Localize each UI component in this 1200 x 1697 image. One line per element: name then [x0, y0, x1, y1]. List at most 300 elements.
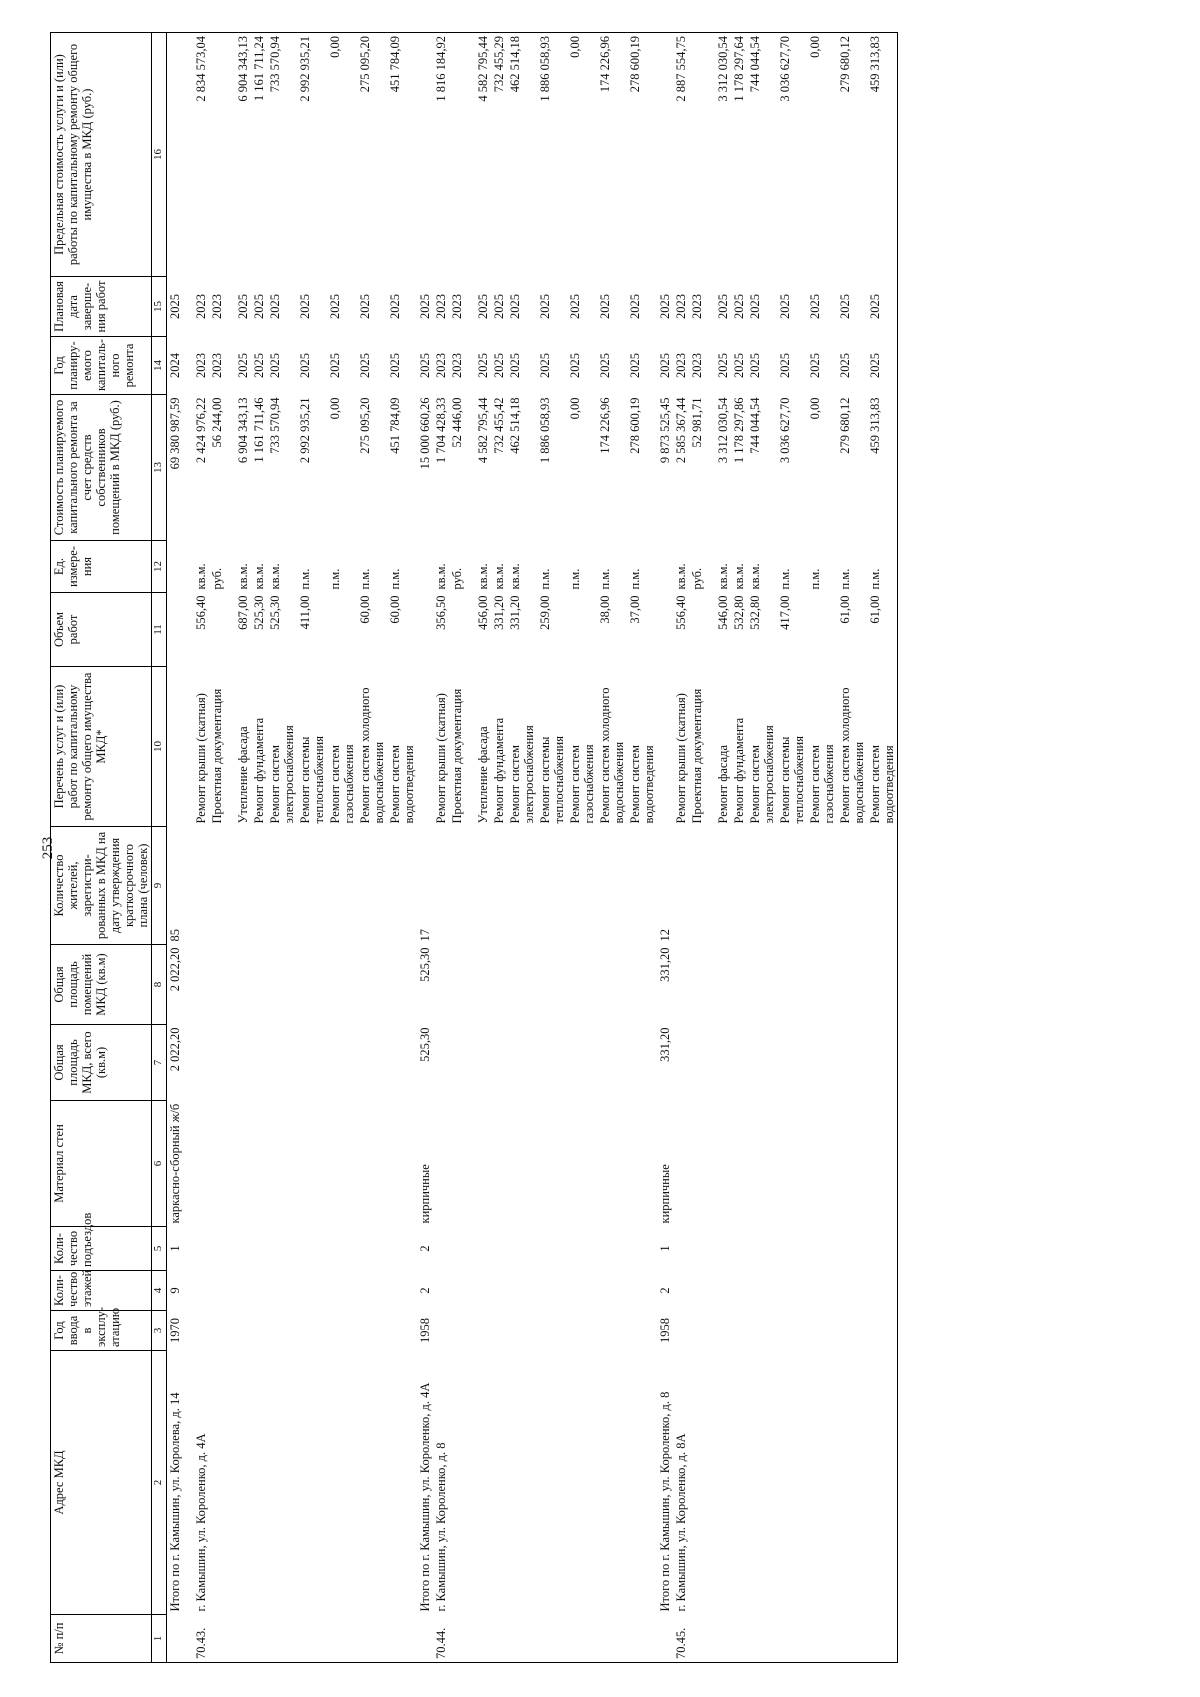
table-cell — [465, 827, 475, 945]
table-cell: п.м. — [298, 568, 312, 590]
table-cell: 1 — [168, 1245, 182, 1252]
table-cell: 2025 — [598, 294, 612, 319]
table-cell — [357, 1271, 387, 1311]
table-cell — [597, 1101, 627, 1227]
column-header: Количество жителей, зарегистри-рованных в МКД на дату утверждения краткосрочного плана (человек) — [51, 827, 152, 945]
table-cell — [183, 277, 193, 337]
table-cell: Утепление фасада — [476, 726, 490, 824]
table-cell — [807, 593, 837, 667]
table-cell: 556,40 — [194, 595, 208, 630]
table-cell — [507, 945, 537, 1025]
column-number-row — [152, 33, 167, 1663]
table-cell — [251, 1351, 267, 1615]
table-cell — [449, 1227, 465, 1271]
table-cell: 2025 — [778, 353, 792, 378]
table-cell — [657, 33, 673, 277]
table-cell — [251, 827, 267, 945]
table-cell — [837, 1311, 867, 1351]
table-cell: 1 704 428,33 — [434, 397, 448, 464]
table-cell — [235, 1615, 251, 1663]
table-cell — [235, 827, 251, 945]
table-cell — [327, 1101, 357, 1227]
table-cell: Ремонт систем электроснабжения — [268, 725, 296, 824]
table-cell: 331,20 — [658, 1027, 672, 1062]
table-cell — [449, 945, 465, 1025]
table-cell: 2025 — [268, 353, 282, 378]
table-cell — [507, 1351, 537, 1615]
table-cell: 733 570,94 — [267, 33, 297, 277]
table-cell — [867, 1615, 898, 1663]
table-cell: 6 904 343,13 — [235, 33, 251, 277]
table-cell — [747, 827, 777, 945]
table-cell — [449, 1615, 465, 1663]
table-cell — [597, 827, 627, 945]
table-cell: 2025 — [867, 277, 898, 337]
table-cell — [225, 1351, 235, 1615]
table-cell — [209, 827, 225, 945]
table-cell — [433, 1025, 449, 1101]
table-cell — [327, 827, 357, 945]
table-cell — [433, 945, 449, 1025]
table-cell — [417, 1615, 433, 1663]
table-cell — [475, 945, 491, 1025]
table-cell: 52 981,71 — [690, 397, 704, 448]
table-row — [673, 33, 689, 1663]
table-cell: 2023 — [210, 353, 224, 378]
table-cell — [235, 1351, 251, 1615]
table-cell — [225, 33, 235, 277]
table-cell — [867, 1351, 898, 1615]
table-cell — [475, 1271, 491, 1311]
table-cell: Итого по г. Камышин, ул. Короленко, д. 4А — [418, 1382, 432, 1612]
table-row — [193, 33, 209, 1663]
table-cell — [807, 945, 837, 1025]
table-cell: Ремонт крыши (скатная) — [674, 693, 688, 824]
table-cell: кв.м. — [268, 563, 282, 590]
table-cell: 1958 — [658, 1318, 672, 1343]
table-cell — [433, 827, 449, 945]
table-cell — [597, 1227, 627, 1271]
table-cell — [267, 1101, 297, 1227]
table-cell — [209, 1227, 225, 1271]
table-cell: 2025 — [492, 353, 506, 378]
table-cell: 1 886 058,93 — [537, 33, 567, 277]
column-number: 10 — [152, 667, 167, 827]
table-cell: 532,80 — [748, 595, 762, 630]
table-cell — [715, 1351, 731, 1615]
table-cell — [267, 1311, 297, 1351]
table-row — [657, 33, 673, 1663]
table-cell — [777, 1025, 807, 1101]
table-cell: Ремонт систем водоотведения — [867, 667, 898, 827]
column-header: Коли-чество этажей — [51, 1271, 152, 1311]
table-cell: 2023 — [434, 294, 448, 319]
table-cell — [387, 827, 417, 945]
column-header: Год ввода в эксплу-атацию — [51, 1311, 152, 1351]
table-cell — [673, 1271, 689, 1311]
table-cell — [807, 1271, 837, 1311]
table-cell: 2025 — [418, 353, 432, 378]
table-cell — [537, 1311, 567, 1351]
table-cell — [597, 1311, 627, 1351]
table-cell — [475, 1351, 491, 1615]
table-cell: п.м. — [778, 568, 792, 590]
table-cell — [167, 541, 184, 593]
column-number: 7 — [152, 1025, 167, 1101]
column-number: 6 — [152, 1101, 167, 1227]
table-cell: 525,30 — [252, 595, 266, 630]
column-header: Общая площадь помещений МКД (кв.м) — [51, 945, 152, 1025]
table-row — [627, 33, 657, 1663]
table-cell — [537, 1101, 567, 1227]
table-cell: Ремонт фасада — [716, 744, 730, 824]
table-cell — [297, 1271, 327, 1311]
table-cell: п.м. — [328, 568, 342, 590]
table-row — [747, 33, 777, 1663]
table-cell: 15 000 660,26 — [418, 397, 432, 470]
table-cell — [673, 1311, 689, 1351]
table-cell — [475, 1227, 491, 1271]
table-cell — [225, 667, 235, 827]
table-cell — [705, 337, 715, 395]
table-cell: Ремонт систем газоснабжения — [808, 744, 836, 824]
table-cell: 1 161 711,24 — [251, 33, 267, 277]
table-cell — [715, 1311, 731, 1351]
table-cell — [449, 1271, 465, 1311]
table-cell — [491, 1615, 507, 1663]
table-cell: 0,00 — [568, 397, 582, 420]
table-cell: Ремонт крыши (скатная) — [194, 693, 208, 824]
table-cell — [715, 1101, 731, 1227]
table-cell — [225, 593, 235, 667]
table-row — [183, 33, 193, 1663]
table-cell: 70.44. — [433, 1615, 449, 1663]
table-cell: 2 — [418, 1287, 432, 1294]
table-cell — [183, 33, 193, 277]
table-cell: 52 446,00 — [450, 397, 464, 448]
table-row — [689, 33, 705, 1663]
table-cell — [251, 945, 267, 1025]
table-cell: Проектная документация — [210, 688, 224, 824]
table-row — [715, 33, 731, 1663]
table-row — [537, 33, 567, 1663]
table-cell — [267, 1351, 297, 1615]
table-cell — [747, 1271, 777, 1311]
table-cell: 2023 — [674, 353, 688, 378]
table-cell: 732 455,42 — [492, 397, 506, 454]
table-cell — [267, 1227, 297, 1271]
table-cell — [465, 541, 475, 593]
table-cell — [327, 1271, 357, 1311]
table-cell: 38,00 — [598, 595, 612, 624]
table-cell: руб. — [210, 567, 224, 590]
table-cell — [251, 1311, 267, 1351]
table-cell — [673, 827, 689, 945]
column-header: Ед. измере-ния — [51, 541, 152, 593]
table-cell — [537, 1351, 567, 1615]
table-cell: 744 044,54 — [748, 397, 762, 454]
table-cell — [193, 1227, 209, 1271]
table-cell — [297, 827, 327, 945]
table-cell — [597, 945, 627, 1025]
table-cell — [567, 1101, 597, 1227]
table-cell — [867, 827, 898, 945]
table-cell — [867, 1101, 898, 1227]
table-cell: 278 600,19 — [628, 397, 642, 454]
table-cell — [209, 1311, 225, 1351]
table-cell — [567, 1271, 597, 1311]
table-cell — [297, 1025, 327, 1101]
table-row — [225, 33, 235, 1663]
table-cell: 70.45. — [673, 1615, 689, 1663]
table-cell: кирпичные — [658, 1164, 672, 1224]
table-cell — [297, 1351, 327, 1615]
table-cell — [209, 1351, 225, 1615]
table-cell — [837, 1101, 867, 1227]
table-cell: кв.м. — [716, 563, 730, 590]
capital-repair-table — [50, 32, 898, 1663]
column-header: Предельная стоимость услуги и (или) работы по капитальному ремонту общего имущества в МКД (руб.) — [51, 33, 152, 277]
table-cell: 2025 — [388, 353, 402, 378]
table-cell: 1 — [658, 1245, 672, 1252]
table-row — [327, 33, 357, 1663]
table-cell — [747, 945, 777, 1025]
table-cell — [837, 827, 867, 945]
table-cell: 456,00 — [476, 595, 490, 630]
table-cell: 3 312 030,54 — [716, 397, 730, 464]
table-cell: 2025 — [778, 294, 792, 319]
table-cell — [747, 1101, 777, 1227]
table-cell — [209, 1025, 225, 1101]
table-cell: 525,30 — [418, 947, 432, 982]
table-cell — [715, 1025, 731, 1101]
table-cell — [465, 1025, 475, 1101]
table-cell — [689, 1227, 705, 1271]
table-cell: 459 313,83 — [867, 33, 898, 277]
table-cell — [465, 1101, 475, 1227]
table-cell — [297, 1227, 327, 1271]
rotated-table-container — [50, 33, 1170, 1663]
table-cell: 2025 — [658, 353, 672, 378]
table-cell: 1970 — [168, 1318, 182, 1343]
table-cell: Утепление фасада — [236, 726, 250, 824]
table-cell: п.м. — [867, 541, 898, 593]
table-cell — [837, 1025, 867, 1101]
table-cell — [327, 1615, 357, 1663]
table-cell: кв.м. — [674, 563, 688, 590]
table-cell: 3 036 627,70 — [777, 33, 807, 277]
column-number: 2 — [152, 1351, 167, 1615]
table-cell — [807, 827, 837, 945]
column-number: 8 — [152, 945, 167, 1025]
table-row — [807, 33, 837, 1663]
table-cell: 2025 — [628, 353, 642, 378]
table-cell — [705, 1311, 715, 1351]
table-cell: 2025 — [252, 294, 266, 319]
table-cell — [465, 1615, 475, 1663]
table-cell: п.м. — [598, 568, 612, 590]
table-cell — [705, 1271, 715, 1311]
table-cell: 2025 — [732, 294, 746, 319]
table-cell — [449, 1311, 465, 1351]
table-cell: 462 514,18 — [507, 33, 537, 277]
column-header: Адрес МКД — [51, 1351, 152, 1615]
table-cell — [209, 33, 225, 277]
table-cell: 2 424 976,22 — [194, 397, 208, 464]
table-cell: 4 582 795,44 — [476, 397, 490, 464]
table-cell — [235, 1271, 251, 1311]
column-number: 9 — [152, 827, 167, 945]
table-cell — [183, 541, 193, 593]
table-cell — [193, 945, 209, 1025]
table-cell — [183, 1615, 193, 1663]
table-cell: 417,00 — [778, 595, 792, 630]
table-cell — [731, 1271, 747, 1311]
table-cell — [267, 1271, 297, 1311]
table-cell: 2023 — [434, 353, 448, 378]
table-cell: 451 784,09 — [388, 397, 402, 454]
table-cell — [567, 945, 597, 1025]
table-cell — [627, 1351, 657, 1615]
table-cell — [491, 1351, 507, 1615]
column-number: 13 — [152, 395, 167, 541]
table-row — [705, 33, 715, 1663]
table-cell — [251, 1615, 267, 1663]
table-cell — [475, 1025, 491, 1101]
table-cell: г. Камышин, ул. Короленко, д. 8 — [434, 1442, 448, 1612]
table-cell: каркасно-сборный ж/б — [168, 1103, 182, 1224]
table-cell: 2 887 554,75 — [673, 33, 689, 277]
table-cell: 61,00 — [838, 595, 852, 624]
table-cell — [731, 1311, 747, 1351]
table-cell: 459 313,83 — [867, 395, 898, 541]
table-cell — [183, 395, 193, 541]
table-cell: 1958 — [418, 1318, 432, 1343]
table-cell — [167, 1615, 184, 1663]
table-cell: 2023 — [674, 294, 688, 319]
table-cell: 60,00 — [358, 595, 372, 624]
table-cell — [235, 1101, 251, 1227]
table-cell — [465, 1227, 475, 1271]
table-cell — [657, 1615, 673, 1663]
table-cell: 2023 — [690, 294, 704, 319]
table-cell: 279 680,12 — [837, 33, 867, 277]
table-cell — [597, 1615, 627, 1663]
table-cell: 9 873 525,45 — [658, 397, 672, 464]
table-cell: 2025 — [492, 294, 506, 319]
table-cell — [705, 1101, 715, 1227]
table-cell: 331,20 — [508, 595, 522, 630]
column-number: 5 — [152, 1227, 167, 1271]
table-cell: 275 095,20 — [358, 397, 372, 454]
table-cell: 1 178 297,86 — [732, 397, 746, 464]
table-cell — [537, 1615, 567, 1663]
table-cell: 2025 — [568, 294, 582, 319]
column-header: Коли-чество подъездов — [51, 1227, 152, 1271]
table-cell: 85 — [168, 929, 182, 942]
table-cell — [507, 1615, 537, 1663]
table-cell — [387, 1311, 417, 1351]
table-cell — [705, 1025, 715, 1101]
table-cell — [807, 1311, 837, 1351]
table-cell — [209, 593, 225, 667]
table-cell — [225, 277, 235, 337]
table-cell: 411,00 — [298, 595, 312, 630]
table-cell — [235, 1025, 251, 1101]
table-cell — [705, 277, 715, 337]
table-cell — [705, 1227, 715, 1271]
table-cell — [327, 945, 357, 1025]
table-cell — [837, 1351, 867, 1615]
table-cell: 2025 — [328, 353, 342, 378]
table-cell — [777, 827, 807, 945]
table-cell — [807, 1227, 837, 1271]
table-cell — [537, 827, 567, 945]
table-cell — [449, 1101, 465, 1227]
table-cell: кв.м. — [732, 563, 746, 590]
table-cell — [475, 1101, 491, 1227]
table-cell — [387, 1227, 417, 1271]
table-row — [235, 33, 251, 1663]
table-cell: 2025 — [716, 294, 730, 319]
table-cell — [357, 1615, 387, 1663]
table-cell — [807, 1025, 837, 1101]
table-cell: 2 — [418, 1245, 432, 1252]
table-cell — [657, 593, 673, 667]
table-cell — [297, 1311, 327, 1351]
table-cell: 556,40 — [674, 595, 688, 630]
column-header: Год планиру-емого капиталь-ного ремонта — [51, 337, 152, 395]
table-cell — [297, 1101, 327, 1227]
table-cell: 2 992 935,21 — [297, 33, 327, 277]
table-row — [777, 33, 807, 1663]
column-header: Плановая дата заверше-ния работ — [51, 277, 152, 337]
table-cell — [507, 827, 537, 945]
table-cell — [837, 1615, 867, 1663]
table-cell: 2025 — [298, 294, 312, 319]
table-cell — [689, 33, 705, 277]
table-cell — [183, 1271, 193, 1311]
table-cell — [327, 1351, 357, 1615]
table-cell — [225, 827, 235, 945]
table-cell — [465, 277, 475, 337]
table-cell — [689, 1101, 705, 1227]
table-cell — [747, 1311, 777, 1351]
table-cell: кв.м. — [748, 563, 762, 590]
table-cell — [251, 1227, 267, 1271]
table-cell — [235, 1311, 251, 1351]
table-cell: 2025 — [476, 353, 490, 378]
table-row — [297, 33, 327, 1663]
column-header: № п/п — [51, 1615, 152, 1663]
table-row — [597, 33, 627, 1663]
table-cell: 532,80 — [732, 595, 746, 630]
table-cell: 0,00 — [328, 397, 342, 420]
table-cell: 2025 — [538, 353, 552, 378]
table-cell — [193, 1101, 209, 1227]
table-row — [491, 33, 507, 1663]
table-cell: 331,20 — [492, 595, 506, 630]
table-cell: 9 — [168, 1287, 182, 1294]
table-cell: 2024 — [168, 353, 182, 378]
table-cell — [627, 1227, 657, 1271]
table-cell: п.м. — [568, 568, 582, 590]
table-cell: 2023 — [210, 294, 224, 319]
table-cell — [357, 1101, 387, 1227]
table-cell — [225, 1311, 235, 1351]
table-cell — [357, 1311, 387, 1351]
table-cell — [689, 827, 705, 945]
